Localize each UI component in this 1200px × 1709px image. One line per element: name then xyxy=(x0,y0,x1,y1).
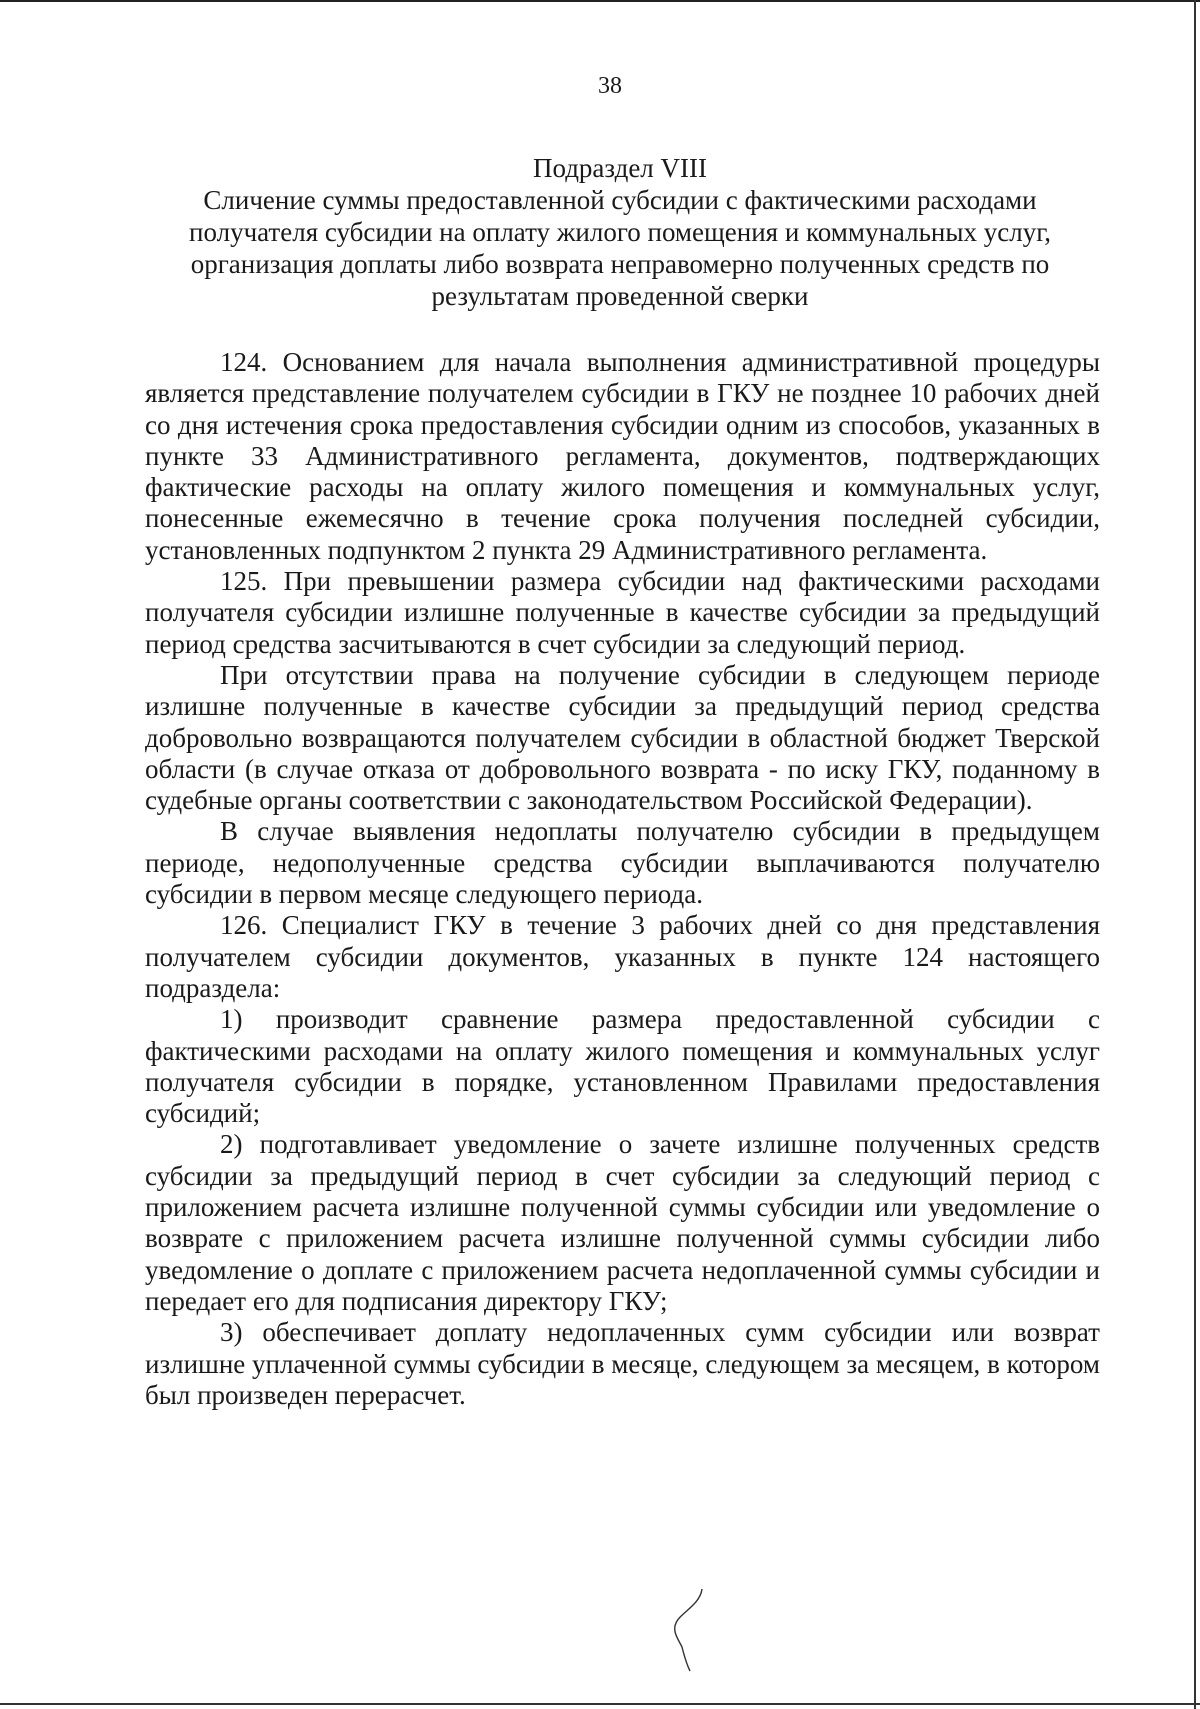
list-item-2: 2) подготавливает уведомление о зачете излишне полученных средств субсидии за предыдущий период в счет субсидии за следующий период с приложением расчета излишне полученной суммы субсидии или уведомление о возврате с приложением расчета излишне полученной суммы субсидии либо уведомление о доплате с приложением расчета недоплаченной суммы субсидии и передает его для подписания директору ГКУ; xyxy=(145,1129,1100,1316)
list-item-3: 3) обеспечивает доплату недоплаченных сумм субсидии или возврат излишне уплаченной суммы субсидии в месяце, следующем за месяцем, в котором был произведен перерасчет. xyxy=(145,1317,1100,1410)
heading-title-line: получателя субсидии на оплату жилого помещения и коммунальных услуг, xyxy=(189,217,1051,247)
scan-edge-bottom xyxy=(0,1703,1200,1705)
paragraph-124: 124. Основанием для начала выполнения административной процедуры является представление получателем субсидии в ГКУ не позднее 10 рабочих дней со дня истечения срока предоставления субсидии одним из способов, указанных в пункте 33 Административного регламента, документов, подтверждающих фактические расходы на оплату жилого помещения и коммунальных услуг, понесенные ежемесячно в течение срока получения последней субсидии, установленных подпунктом 2 пункта 29 Административного регламента. xyxy=(145,347,1100,565)
paragraph-126: 126. Специалист ГКУ в течение 3 рабочих дней со дня представления получателем субсидии документов, указанных в пункте 124 настоящего подраздела: xyxy=(145,910,1100,1003)
section-heading xyxy=(150,152,1090,312)
paragraph-125: 125. При превышении размера субсидии над фактическими расходами получателя субсидии излишне полученные в качестве субсидии за предыдущий период средства засчитываются в счет субсидии за следующий период. xyxy=(145,566,1100,659)
scan-edge-right xyxy=(1194,0,1196,1709)
heading-title-line: организация доплаты либо возврата неправомерно полученных средств по xyxy=(190,249,1050,279)
heading-title-line: Сличение суммы предоставленной субсидии с фактическими расходами xyxy=(203,185,1037,215)
heading-title-line: результатам проведенной сверки xyxy=(431,281,809,311)
initials-signature xyxy=(660,1585,720,1675)
body-text xyxy=(145,347,1100,1411)
list-item-1: 1) производит сравнение размера предоставленной субсидии с фактическими расходами на оплату жилого помещения и коммунальных услуг получателя субсидии в порядке, установленном Правилами предоставления субсидий; xyxy=(145,1004,1100,1129)
paragraph-no-right: При отсутствии права на получение субсидии в следующем периоде излишне полученные в качестве субсидии за предыдущий период средства добровольно возвращаются получателем субсидии в областной бюджет Тверской области (в случае отказа от добровольного возврата - по иску ГКУ, поданному в судебные органы соответствии с законодательством Российской Федерации). xyxy=(145,659,1100,816)
scan-edge-top xyxy=(0,0,1200,2)
page-number: 38 xyxy=(598,73,622,99)
subsection-label: Подраздел VIII xyxy=(532,153,708,183)
paragraph-underpayment: В случае выявления недоплаты получателю субсидии в предыдущем периоде, недополученные средства субсидии выплачиваются получателю субсидии в первом месяце следующего периода. xyxy=(145,816,1100,910)
